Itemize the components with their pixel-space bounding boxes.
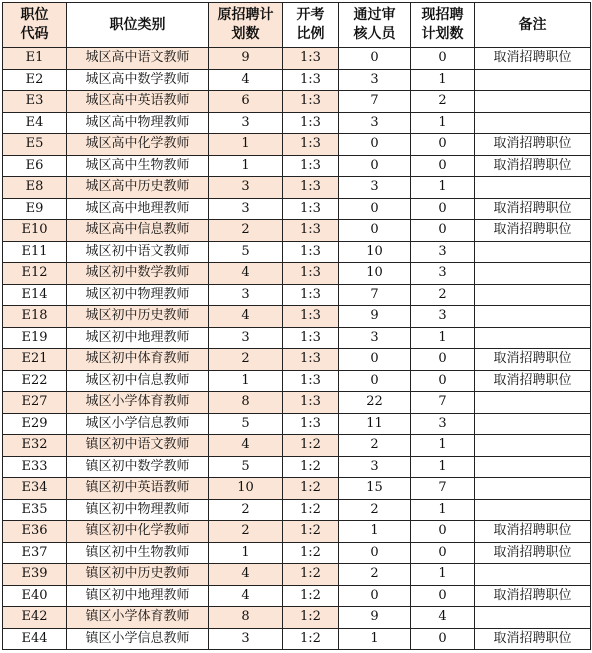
- cell-original-plan: 4: [209, 306, 283, 328]
- table-row: [3, 370, 591, 392]
- cell-exam-ratio: 1:2: [283, 456, 339, 478]
- cell-remark: [475, 499, 591, 521]
- cell-original-plan: 8: [209, 607, 283, 629]
- cell-remark: [475, 478, 591, 500]
- header-current-plan: [411, 3, 475, 48]
- header-remarks: [475, 3, 591, 48]
- cell-remark: [475, 607, 591, 629]
- cell-position-code: E12: [3, 263, 67, 285]
- cell-position-code: E4: [3, 112, 67, 134]
- cell-approved-count: 2: [339, 435, 411, 457]
- table-row: [3, 112, 591, 134]
- cell-original-plan: 3: [209, 177, 283, 199]
- cell-position-type: 镇区初中英语教师: [67, 478, 209, 500]
- table-row: [3, 241, 591, 263]
- cell-exam-ratio: 1:3: [283, 392, 339, 414]
- cell-current-plan: 0: [411, 48, 475, 70]
- cell-exam-ratio: 1:3: [283, 306, 339, 328]
- cell-exam-ratio: 1:2: [283, 521, 339, 543]
- table-row: [3, 499, 591, 521]
- cell-position-type: 城区高中历史教师: [67, 177, 209, 199]
- cell-approved-count: 9: [339, 607, 411, 629]
- cell-position-type: 城区高中信息教师: [67, 220, 209, 242]
- cell-approved-count: 9: [339, 306, 411, 328]
- table-row: [3, 155, 591, 177]
- cell-exam-ratio: 1:2: [283, 435, 339, 457]
- cell-remark: [475, 177, 591, 199]
- cell-exam-ratio: 1:3: [283, 198, 339, 220]
- cell-remark: [475, 69, 591, 91]
- table-header: [3, 3, 591, 48]
- cell-original-plan: 3: [209, 284, 283, 306]
- cell-position-type: 城区初中体育教师: [67, 349, 209, 371]
- cell-approved-count: 0: [339, 48, 411, 70]
- cell-position-code: E29: [3, 413, 67, 435]
- cell-position-code: E35: [3, 499, 67, 521]
- cell-original-plan: 2: [209, 349, 283, 371]
- cell-position-type: 城区高中地理教师: [67, 198, 209, 220]
- cell-exam-ratio: 1:3: [283, 112, 339, 134]
- cell-remark: [475, 241, 591, 263]
- cell-position-type: 城区初中语文教师: [67, 241, 209, 263]
- cell-exam-ratio: 1:3: [283, 370, 339, 392]
- cell-approved-count: 1: [339, 628, 411, 650]
- cell-position-type: 城区初中物理教师: [67, 284, 209, 306]
- cell-approved-count: 3: [339, 456, 411, 478]
- cell-original-plan: 1: [209, 370, 283, 392]
- cell-approved-count: 11: [339, 413, 411, 435]
- cell-exam-ratio: 1:3: [283, 413, 339, 435]
- cell-remark: 取消招聘职位: [475, 585, 591, 607]
- recruitment-table: [2, 2, 591, 650]
- cell-current-plan: 1: [411, 69, 475, 91]
- cell-remark: [475, 456, 591, 478]
- cell-approved-count: 10: [339, 263, 411, 285]
- cell-position-type: 城区初中地理教师: [67, 327, 209, 349]
- cell-exam-ratio: 1:2: [283, 607, 339, 629]
- cell-position-type: 镇区初中历史教师: [67, 564, 209, 586]
- cell-current-plan: 0: [411, 155, 475, 177]
- cell-exam-ratio: 1:3: [283, 284, 339, 306]
- header-original-plan: [209, 3, 283, 48]
- table-row: [3, 456, 591, 478]
- cell-original-plan: 3: [209, 198, 283, 220]
- cell-exam-ratio: 1:2: [283, 585, 339, 607]
- cell-remark: [475, 564, 591, 586]
- header-line: 原招聘计: [217, 7, 274, 23]
- table-row: [3, 349, 591, 371]
- cell-approved-count: 0: [339, 134, 411, 156]
- cell-current-plan: 3: [411, 306, 475, 328]
- cell-current-plan: 0: [411, 521, 475, 543]
- cell-remark: [475, 392, 591, 414]
- cell-remark: [475, 327, 591, 349]
- cell-original-plan: 3: [209, 327, 283, 349]
- cell-position-code: E32: [3, 435, 67, 457]
- header-line: 计划数: [421, 26, 464, 42]
- cell-original-plan: 1: [209, 542, 283, 564]
- cell-remark: [475, 112, 591, 134]
- cell-original-plan: 2: [209, 499, 283, 521]
- cell-exam-ratio: 1:2: [283, 478, 339, 500]
- cell-exam-ratio: 1:3: [283, 327, 339, 349]
- header-line: 划数: [231, 26, 260, 42]
- cell-remark: [475, 435, 591, 457]
- cell-remark: 取消招聘职位: [475, 198, 591, 220]
- cell-position-code: E9: [3, 198, 67, 220]
- cell-position-code: E11: [3, 241, 67, 263]
- cell-original-plan: 8: [209, 392, 283, 414]
- cell-position-type: 城区初中历史教师: [67, 306, 209, 328]
- cell-approved-count: 3: [339, 327, 411, 349]
- cell-approved-count: 0: [339, 220, 411, 242]
- cell-original-plan: 4: [209, 435, 283, 457]
- cell-original-plan: 4: [209, 69, 283, 91]
- cell-position-code: E44: [3, 628, 67, 650]
- cell-position-type: 镇区初中生物教师: [67, 542, 209, 564]
- cell-exam-ratio: 1:3: [283, 134, 339, 156]
- table-row: [3, 220, 591, 242]
- header-line: 现招聘: [421, 7, 464, 23]
- cell-current-plan: 1: [411, 499, 475, 521]
- cell-current-plan: 3: [411, 263, 475, 285]
- table-row: [3, 48, 591, 70]
- table-row: [3, 69, 591, 91]
- cell-exam-ratio: 1:2: [283, 628, 339, 650]
- cell-position-code: E10: [3, 220, 67, 242]
- cell-approved-count: 0: [339, 198, 411, 220]
- cell-position-code: E14: [3, 284, 67, 306]
- cell-remark: 取消招聘职位: [475, 48, 591, 70]
- header-line: 代码: [20, 26, 49, 42]
- cell-position-type: 镇区初中物理教师: [67, 499, 209, 521]
- cell-position-code: E8: [3, 177, 67, 199]
- table-row: [3, 542, 591, 564]
- cell-original-plan: 4: [209, 263, 283, 285]
- cell-original-plan: 6: [209, 91, 283, 113]
- cell-position-type: 城区小学信息教师: [67, 413, 209, 435]
- table-row: [3, 91, 591, 113]
- cell-current-plan: 2: [411, 284, 475, 306]
- cell-approved-count: 7: [339, 284, 411, 306]
- cell-position-type: 镇区初中语文教师: [67, 435, 209, 457]
- cell-approved-count: 10: [339, 241, 411, 263]
- cell-remark: 取消招聘职位: [475, 521, 591, 543]
- cell-current-plan: 3: [411, 413, 475, 435]
- cell-current-plan: 1: [411, 456, 475, 478]
- header-line: 通过审: [353, 7, 396, 23]
- cell-current-plan: 1: [411, 177, 475, 199]
- cell-position-type: 城区初中信息教师: [67, 370, 209, 392]
- cell-remark: [475, 91, 591, 113]
- cell-approved-count: 3: [339, 112, 411, 134]
- cell-position-code: E37: [3, 542, 67, 564]
- header-line: 备注: [518, 16, 547, 33]
- cell-current-plan: 3: [411, 241, 475, 263]
- cell-exam-ratio: 1:2: [283, 542, 339, 564]
- header-position-type: [67, 3, 209, 48]
- cell-position-type: 城区高中英语教师: [67, 91, 209, 113]
- cell-current-plan: 4: [411, 607, 475, 629]
- table-row: [3, 263, 591, 285]
- cell-position-type: 城区高中物理教师: [67, 112, 209, 134]
- cell-position-code: E18: [3, 306, 67, 328]
- cell-remark: 取消招聘职位: [475, 370, 591, 392]
- cell-remark: [475, 306, 591, 328]
- cell-exam-ratio: 1:3: [283, 69, 339, 91]
- cell-exam-ratio: 1:3: [283, 48, 339, 70]
- cell-original-plan: 3: [209, 628, 283, 650]
- cell-approved-count: 3: [339, 69, 411, 91]
- cell-current-plan: 2: [411, 91, 475, 113]
- table-row: [3, 198, 591, 220]
- cell-position-type: 镇区初中地理教师: [67, 585, 209, 607]
- cell-current-plan: 0: [411, 628, 475, 650]
- cell-current-plan: 0: [411, 349, 475, 371]
- cell-position-type: 城区初中数学教师: [67, 263, 209, 285]
- cell-exam-ratio: 1:2: [283, 564, 339, 586]
- cell-approved-count: 2: [339, 499, 411, 521]
- cell-current-plan: 1: [411, 112, 475, 134]
- cell-current-plan: 7: [411, 392, 475, 414]
- cell-position-code: E22: [3, 370, 67, 392]
- cell-approved-count: 2: [339, 564, 411, 586]
- table-row: [3, 564, 591, 586]
- table-row: [3, 134, 591, 156]
- table-row: [3, 392, 591, 414]
- cell-current-plan: 0: [411, 542, 475, 564]
- cell-remark: [475, 284, 591, 306]
- header-approved-count: [339, 3, 411, 48]
- cell-current-plan: 0: [411, 585, 475, 607]
- cell-position-code: E6: [3, 155, 67, 177]
- table-row: [3, 413, 591, 435]
- header-exam-ratio: [283, 3, 339, 48]
- cell-position-code: E36: [3, 521, 67, 543]
- cell-position-code: E34: [3, 478, 67, 500]
- table-body: [3, 48, 591, 650]
- cell-remark: 取消招聘职位: [475, 628, 591, 650]
- cell-original-plan: 3: [209, 112, 283, 134]
- cell-exam-ratio: 1:3: [283, 349, 339, 371]
- recruitment-table-sheet: [2, 2, 591, 650]
- cell-current-plan: 1: [411, 564, 475, 586]
- cell-current-plan: 0: [411, 370, 475, 392]
- table-row: [3, 607, 591, 629]
- cell-position-code: E39: [3, 564, 67, 586]
- cell-remark: [475, 413, 591, 435]
- cell-current-plan: 0: [411, 134, 475, 156]
- cell-position-type: 城区小学体育教师: [67, 392, 209, 414]
- cell-exam-ratio: 1:3: [283, 177, 339, 199]
- cell-position-type: 城区高中语文教师: [67, 48, 209, 70]
- cell-position-type: 城区高中化学教师: [67, 134, 209, 156]
- cell-exam-ratio: 1:3: [283, 263, 339, 285]
- cell-approved-count: 22: [339, 392, 411, 414]
- cell-exam-ratio: 1:2: [283, 499, 339, 521]
- table-row: [3, 521, 591, 543]
- cell-original-plan: 5: [209, 413, 283, 435]
- table-row: [3, 628, 591, 650]
- header-position-code: [3, 3, 67, 48]
- cell-approved-count: 15: [339, 478, 411, 500]
- cell-original-plan: 10: [209, 478, 283, 500]
- header-line: 比例: [296, 26, 325, 42]
- cell-position-code: E1: [3, 48, 67, 70]
- table-row: [3, 306, 591, 328]
- cell-original-plan: 2: [209, 521, 283, 543]
- cell-exam-ratio: 1:3: [283, 220, 339, 242]
- cell-position-code: E33: [3, 456, 67, 478]
- cell-current-plan: 1: [411, 327, 475, 349]
- cell-original-plan: 5: [209, 456, 283, 478]
- cell-original-plan: 1: [209, 155, 283, 177]
- header-line: 核人员: [353, 26, 396, 42]
- cell-original-plan: 4: [209, 585, 283, 607]
- cell-remark: 取消招聘职位: [475, 134, 591, 156]
- cell-position-code: E2: [3, 69, 67, 91]
- header-line: 开考: [296, 7, 325, 23]
- cell-original-plan: 4: [209, 564, 283, 586]
- cell-approved-count: 0: [339, 370, 411, 392]
- cell-approved-count: 0: [339, 349, 411, 371]
- cell-exam-ratio: 1:3: [283, 155, 339, 177]
- cell-position-code: E42: [3, 607, 67, 629]
- cell-approved-count: 3: [339, 177, 411, 199]
- cell-approved-count: 1: [339, 521, 411, 543]
- cell-remark: 取消招聘职位: [475, 349, 591, 371]
- cell-original-plan: 2: [209, 220, 283, 242]
- table-row: [3, 327, 591, 349]
- table-row: [3, 435, 591, 457]
- cell-remark: [475, 263, 591, 285]
- table-row: [3, 177, 591, 199]
- cell-position-type: 城区高中数学教师: [67, 69, 209, 91]
- cell-position-code: E21: [3, 349, 67, 371]
- cell-remark: 取消招聘职位: [475, 542, 591, 564]
- cell-original-plan: 5: [209, 241, 283, 263]
- cell-position-type: 镇区初中数学教师: [67, 456, 209, 478]
- cell-original-plan: 9: [209, 48, 283, 70]
- cell-position-code: E27: [3, 392, 67, 414]
- cell-approved-count: 0: [339, 542, 411, 564]
- cell-exam-ratio: 1:3: [283, 91, 339, 113]
- cell-approved-count: 0: [339, 155, 411, 177]
- cell-position-code: E19: [3, 327, 67, 349]
- cell-current-plan: 7: [411, 478, 475, 500]
- cell-position-type: 镇区小学信息教师: [67, 628, 209, 650]
- cell-exam-ratio: 1:3: [283, 241, 339, 263]
- cell-original-plan: 1: [209, 134, 283, 156]
- table-row: [3, 585, 591, 607]
- cell-position-code: E5: [3, 134, 67, 156]
- cell-current-plan: 1: [411, 435, 475, 457]
- cell-position-type: 城区高中生物教师: [67, 155, 209, 177]
- cell-current-plan: 0: [411, 198, 475, 220]
- cell-position-code: E3: [3, 91, 67, 113]
- cell-position-code: E40: [3, 585, 67, 607]
- header-row: [3, 3, 591, 48]
- cell-approved-count: 7: [339, 91, 411, 113]
- table-row: [3, 478, 591, 500]
- cell-current-plan: 0: [411, 220, 475, 242]
- cell-remark: 取消招聘职位: [475, 155, 591, 177]
- header-line: 职位类别: [109, 16, 166, 33]
- cell-position-type: 镇区初中化学教师: [67, 521, 209, 543]
- table-row: [3, 284, 591, 306]
- cell-approved-count: 0: [339, 585, 411, 607]
- cell-remark: 取消招聘职位: [475, 220, 591, 242]
- header-line: 职位: [20, 7, 49, 23]
- cell-position-type: 镇区小学体育教师: [67, 607, 209, 629]
